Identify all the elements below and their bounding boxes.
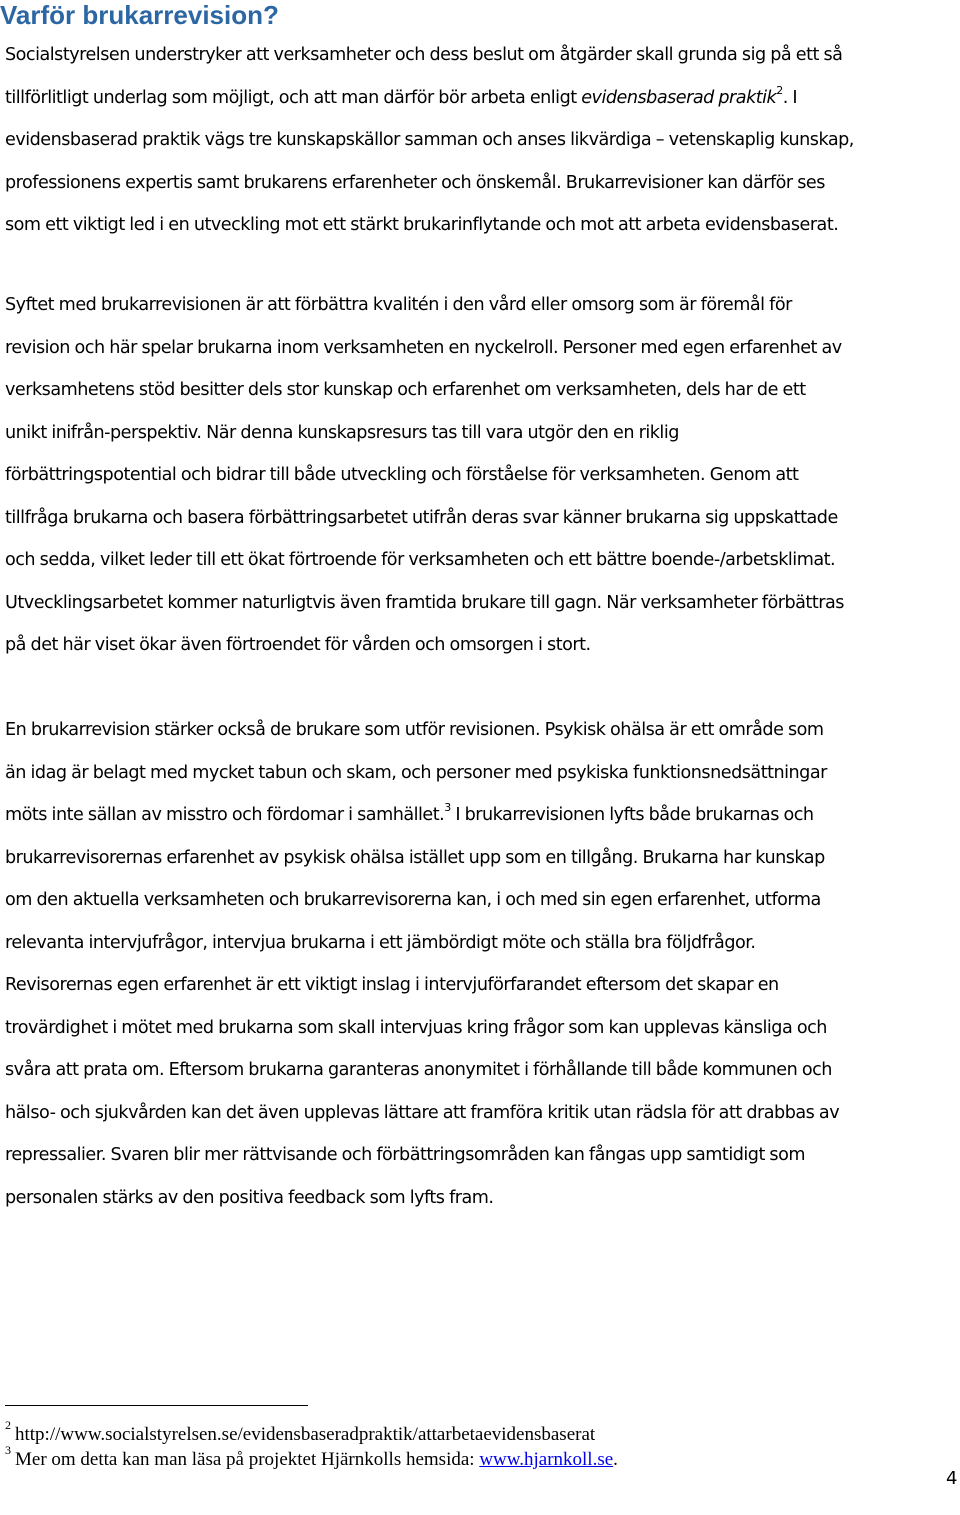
text-line <box>5 77 960 120</box>
text-fragment: . I <box>782 87 798 108</box>
text-fragment: tillförlitligt underlag som möjligt, och att man därför bör arbeta enligt <box>5 87 582 108</box>
text-line: på det här viset ökar även förtroendet för vården och omsorgen i stort. <box>5 635 591 655</box>
text-line: Revisorernas egen erfarenhet är ett viktigt inslag i intervjuförfarandet eftersom det skapar en <box>5 975 779 995</box>
text-line: om den aktuella verksamheten och brukarrevisorerna kan, i och med sin egen erfarenhet, utforma <box>5 890 821 910</box>
text-line: och sedda, vilket leder till ett ökat förtroende för verksamheten och ett bättre boende-/arbetsklimat. <box>5 550 836 570</box>
text-line: trovärdighet i mötet med brukarna som skall intervjuas kring frågor som kan upplevas känsliga och <box>5 1017 827 1038</box>
footnote-url: http://www.socialstyrelsen.se/evidensbaseradpraktik/attarbetaevidensbaserat <box>15 1424 596 1445</box>
footnote-number: 2 <box>5 1417 11 1432</box>
text-line: Syftet med brukarrevisionen är att förbättra kvalitén i den vård eller omsorg som är föremål för <box>5 295 792 315</box>
footnote-text: . <box>613 1449 618 1470</box>
text-line: tillfråga brukarna och basera förbättringsarbetet utifrån deras svar känner brukarna sig uppskattade <box>5 507 838 528</box>
text-line: Socialstyrelsen understryker att verksamheter och dess beslut om åtgärder skall grunda sig på ett så <box>5 45 843 65</box>
hjarnkoll-link[interactable]: www.hjarnkoll.se <box>479 1449 614 1470</box>
page-heading: Varför brukarrevision? <box>0 0 279 30</box>
text-line: som ett viktigt led i en utveckling mot ett stärkt brukarinflytande och mot att arbeta evidensbaserat. <box>5 215 839 235</box>
paragraph-purpose <box>5 284 960 667</box>
footnote-separator <box>5 1405 308 1406</box>
text-line: professionens expertis samt brukarens erfarenheter och önskemål. Brukarrevisioner kan därför ses <box>5 172 825 193</box>
text-line: unikt inifrån-perspektiv. När denna kunskapsresurs tas till vara utgör den en riklig <box>5 422 679 443</box>
footnote-2 <box>5 1417 596 1446</box>
text-line: brukarrevisorernas erfarenhet av psykisk ohälsa istället upp som en tillgång. Brukarna har kunskap <box>5 847 825 868</box>
text-line: personalen stärks av den positiva feedback som lyfts fram. <box>5 1187 494 1208</box>
text-line: Utvecklingsarbetet kommer naturligtvis även framtida brukare till gagn. När verksamheter förbättras <box>5 592 844 613</box>
text-fragment: möts inte sällan av misstro och fördomar i samhället. <box>5 805 445 825</box>
footnote-number: 3 <box>5 1442 11 1457</box>
text-line: En brukarrevision stärker också de brukare som utför revisionen. Psykisk ohälsa är ett område som <box>5 720 824 740</box>
text-line <box>5 794 960 837</box>
text-line: hälso- och sjukvården kan det även upplevas lättare att framföra kritik utan rädsla för att drabbas av <box>5 1102 840 1123</box>
text-line: verksamhetens stöd besitter dels stor kunskap och erfarenhet om verksamheten, dels har de ett <box>5 380 806 400</box>
text-line: förbättringspotential och bidrar till både utveckling och förståelse för verksamheten. Genom att <box>5 465 799 485</box>
page-number: 4 <box>946 1468 958 1489</box>
text-line: relevanta intervjufrågor, intervjua brukarna i ett jämbördigt möte och ställa bra följdfrågor. <box>5 932 756 953</box>
text-line: revision och här spelar brukarna inom verksamheten en nyckelroll. Personer med egen erfarenhet av <box>5 337 842 358</box>
text-line: svåra att prata om. Eftersom brukarna garanteras anonymitet i förhållande till både kommunen och <box>5 1060 832 1080</box>
text-fragment: I brukarrevisionen lyfts både brukarnas och <box>450 805 814 825</box>
footnote-3 <box>5 1442 618 1471</box>
paragraph-evidence-based-practice <box>5 34 960 247</box>
emphasized-term: evidensbaserad praktik <box>581 87 777 108</box>
text-line: repressalier. Svaren blir mer rättvisande och förbättringsområden kan fångas upp samtidigt som <box>5 1145 806 1165</box>
text-line: än idag är belagt med mycket tabun och skam, och personer med psykiska funktionsnedsättningar <box>5 762 827 783</box>
footnote-ref-3[interactable]: 3 <box>444 801 451 815</box>
footnote-text: Mer om detta kan man läsa på projektet Hjärnkolls hemsida: <box>15 1449 480 1470</box>
text-line: evidensbaserad praktik vägs tre kunskapskällor samman och anses likvärdiga – vetenskaplig kunskap, <box>5 130 854 150</box>
footnote-ref-2[interactable]: 2 <box>776 83 783 97</box>
paragraph-empowerment <box>5 709 960 1219</box>
